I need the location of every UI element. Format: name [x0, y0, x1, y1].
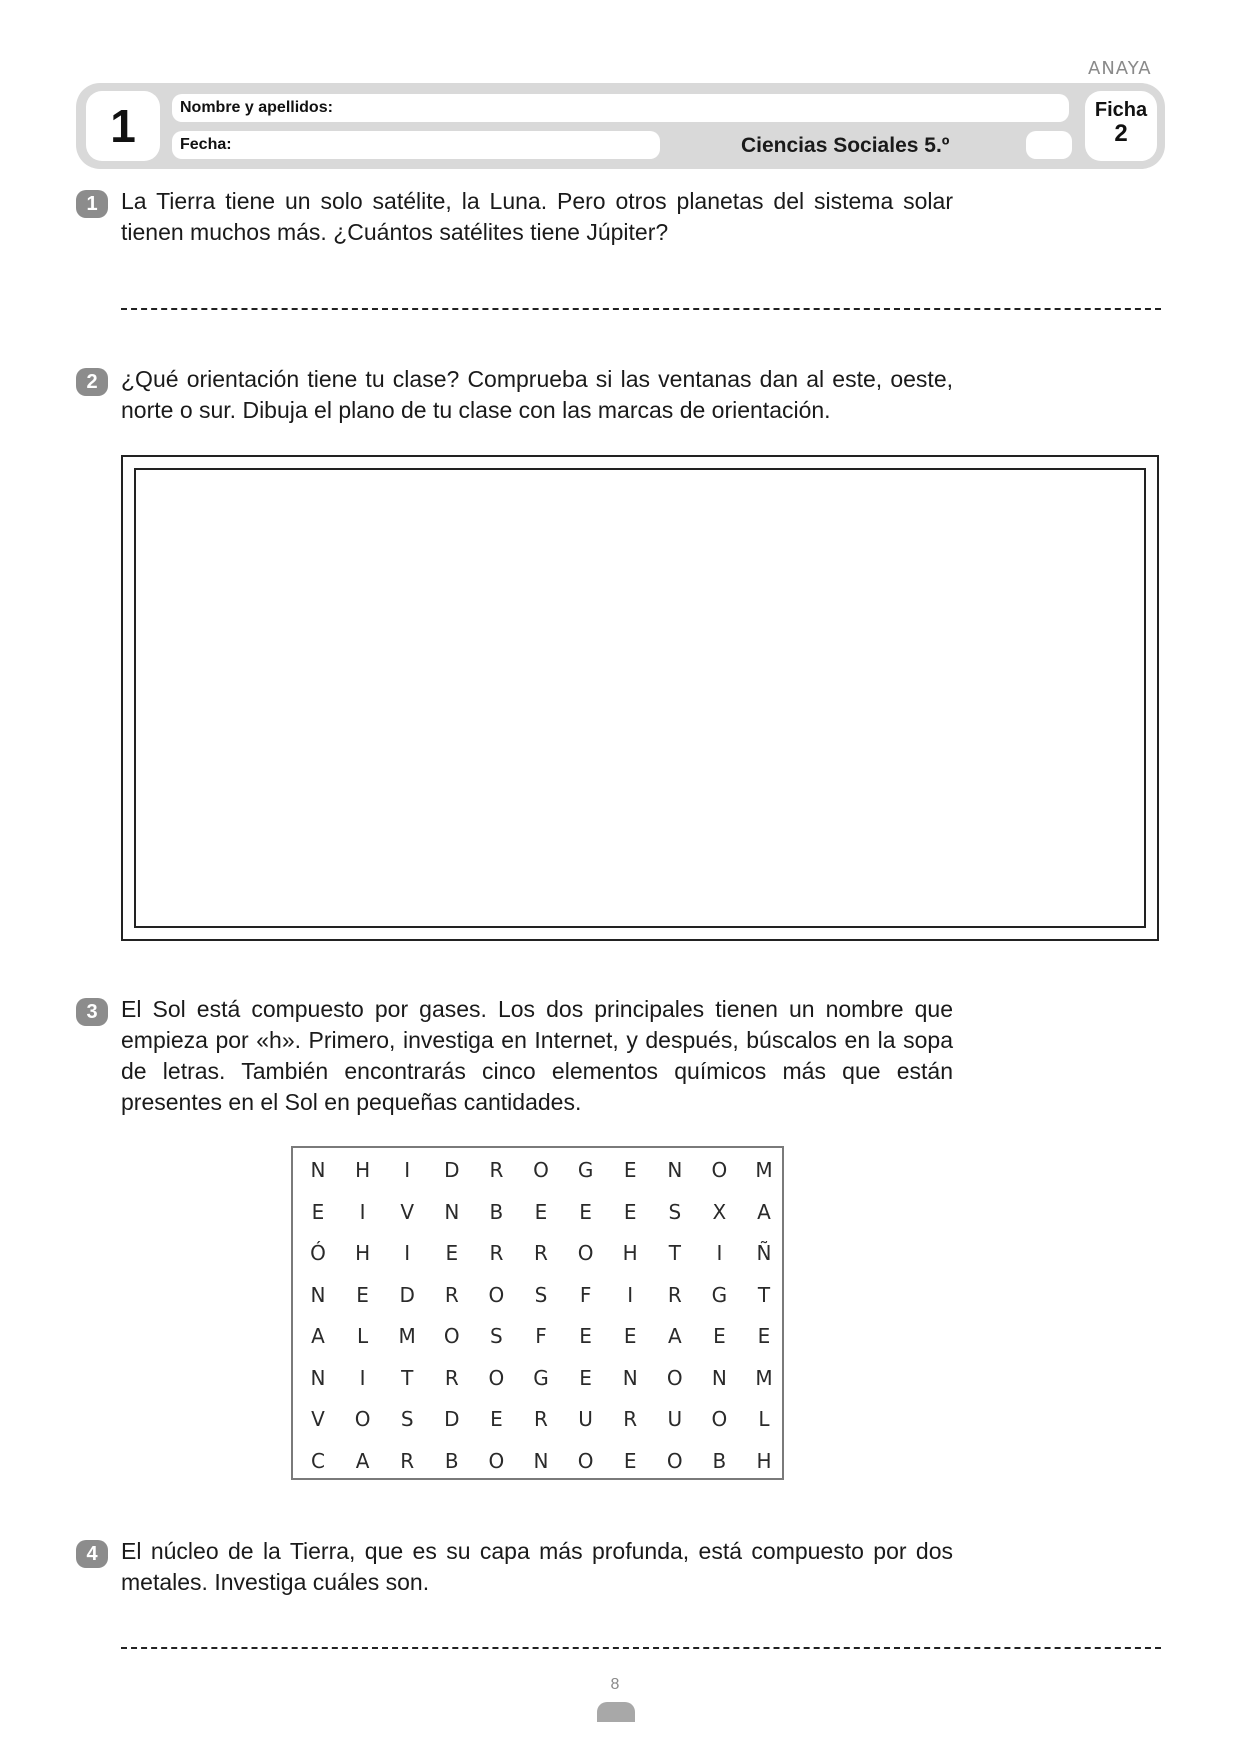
word-search-letter[interactable]: O — [443, 1324, 460, 1348]
ficha-label: Ficha — [1094, 99, 1148, 121]
drawing-box-inner-border — [134, 468, 1146, 928]
word-search-row — [293, 1407, 782, 1447]
word-search-letter[interactable]: F — [535, 1324, 547, 1348]
word-search-letter[interactable]: M — [755, 1158, 773, 1182]
word-search-letter[interactable]: S — [400, 1407, 414, 1431]
word-search-letter[interactable]: B — [712, 1448, 727, 1473]
word-search-letter[interactable]: E — [757, 1324, 771, 1348]
word-search-letter[interactable]: G — [711, 1282, 728, 1307]
word-search-letter[interactable]: M — [755, 1365, 773, 1390]
word-search-letter[interactable]: T — [401, 1365, 414, 1390]
name-label: Nombre y apellidos: — [180, 99, 333, 116]
word-search-row — [293, 1283, 782, 1323]
word-search-letter[interactable]: I — [404, 1158, 411, 1182]
question-2-text: ¿Qué orientación tiene tu clase? Comprueba si las ventanas dan al este, oeste, norte o sur. Dibuja el plano de tu clase con las marcas de orientación. — [121, 366, 953, 423]
word-search-letter[interactable]: E — [713, 1324, 726, 1348]
word-search-letter[interactable]: O — [666, 1448, 683, 1473]
word-search-letter[interactable]: G — [533, 1365, 549, 1390]
word-search-row — [293, 1158, 782, 1198]
word-search-letter[interactable]: C — [311, 1448, 325, 1473]
word-search-letter[interactable]: O — [711, 1407, 728, 1431]
word-search-letter[interactable]: M — [398, 1324, 416, 1348]
word-search-letter[interactable]: N — [310, 1282, 326, 1307]
page-number: 8 — [610, 1676, 620, 1693]
word-search-letter[interactable]: A — [355, 1448, 370, 1473]
word-search-letter[interactable]: R — [667, 1282, 682, 1307]
word-search-letter[interactable]: B — [489, 1199, 504, 1224]
word-search-letter[interactable]: N — [310, 1158, 326, 1182]
word-search-letter[interactable]: E — [579, 1324, 592, 1348]
word-search-letter[interactable]: H — [355, 1241, 371, 1265]
word-search-grid[interactable] — [291, 1146, 784, 1480]
word-search-letter[interactable]: E — [445, 1241, 459, 1265]
word-search-letter[interactable]: O — [577, 1241, 594, 1265]
question-3-text: El Sol está compuesto por gases. Los dos principales tienen un nombre que empieza por «h». Primero, investiga en Internet, y después, búscalos en la sopa de letras. También encontrarás cinco elementos químicos más que están presentes en el Sol en pequeñas cantidades. — [121, 996, 953, 1115]
word-search-letter[interactable]: R — [623, 1407, 638, 1431]
word-search-letter[interactable]: U — [578, 1407, 593, 1431]
word-search-letter[interactable]: D — [444, 1158, 460, 1182]
question-2-badge: 2 — [76, 368, 108, 396]
word-search-letter[interactable]: E — [579, 1365, 592, 1390]
word-search-letter[interactable]: O — [577, 1448, 594, 1473]
word-search-letter[interactable]: F — [579, 1282, 592, 1307]
word-search-letter[interactable]: V — [311, 1407, 325, 1431]
word-search-letter[interactable]: H — [622, 1241, 638, 1265]
word-search-letter[interactable]: E — [490, 1407, 503, 1431]
word-search-letter[interactable]: V — [400, 1199, 415, 1224]
word-search-letter[interactable]: R — [489, 1158, 504, 1182]
word-search-letter[interactable]: N — [622, 1365, 638, 1390]
word-search-letter[interactable]: Ó — [310, 1241, 326, 1265]
unit-number: 1 — [86, 91, 160, 161]
word-search-letter[interactable]: Ñ — [756, 1241, 772, 1265]
word-search-letter[interactable]: R — [489, 1241, 504, 1265]
word-search-letter[interactable]: U — [667, 1407, 683, 1431]
word-search-letter[interactable]: D — [444, 1407, 460, 1431]
word-search-letter[interactable]: N — [711, 1365, 727, 1390]
word-search-letter[interactable]: O — [488, 1282, 505, 1307]
word-search-letter[interactable]: N — [310, 1365, 326, 1390]
publisher-logo: ANAYA — [1088, 58, 1152, 79]
word-search-letter[interactable]: X — [712, 1199, 727, 1224]
name-field[interactable] — [172, 94, 1069, 122]
date-field[interactable] — [172, 131, 660, 159]
ficha-number: 2 — [1114, 120, 1128, 147]
word-search-letter[interactable]: E — [311, 1199, 325, 1224]
extra-field[interactable] — [1026, 131, 1072, 159]
word-search-letter[interactable]: I — [627, 1282, 634, 1307]
word-search-letter[interactable]: A — [667, 1324, 682, 1348]
question-4-badge: 4 — [76, 1540, 108, 1568]
word-search-letter[interactable]: E — [623, 1448, 637, 1473]
word-search-row — [293, 1241, 782, 1281]
word-search-letter[interactable]: T — [757, 1282, 771, 1307]
word-search-letter[interactable]: A — [311, 1324, 325, 1348]
word-search-letter[interactable]: R — [400, 1448, 415, 1473]
word-search-row — [293, 1366, 782, 1406]
word-search-letter[interactable]: I — [716, 1241, 723, 1265]
date-label: Fecha: — [180, 136, 232, 153]
word-search-letter[interactable]: R — [534, 1241, 548, 1265]
word-search-letter[interactable]: E — [579, 1199, 592, 1224]
word-search-letter[interactable]: E — [623, 1158, 637, 1182]
ficha-box — [1085, 91, 1157, 161]
word-search-letter[interactable]: R — [534, 1407, 548, 1431]
word-search-letter[interactable]: D — [399, 1282, 415, 1307]
word-search-letter[interactable]: O — [711, 1158, 728, 1182]
question-3-badge: 3 — [76, 998, 108, 1026]
word-search-letter[interactable]: B — [444, 1448, 459, 1473]
word-search-letter[interactable]: L — [758, 1407, 770, 1431]
word-search-letter[interactable]: H — [355, 1158, 371, 1182]
word-search-letter[interactable]: T — [668, 1241, 681, 1265]
word-search-letter[interactable]: I — [404, 1241, 411, 1265]
word-search-letter[interactable]: N — [533, 1448, 549, 1473]
word-search-letter[interactable]: R — [444, 1282, 459, 1307]
question-4-text: El núcleo de la Tierra, que es su capa más profunda, está compuesto por dos metales. Investiga cuáles son. — [121, 1538, 953, 1595]
word-search-letter[interactable]: E — [356, 1282, 369, 1307]
word-search-letter[interactable]: O — [488, 1365, 505, 1390]
word-search-row — [293, 1324, 782, 1364]
answer-line-1[interactable] — [121, 308, 1161, 310]
question-1-badge: 1 — [76, 190, 108, 218]
word-search-letter[interactable]: O — [354, 1407, 371, 1431]
drawing-box[interactable] — [121, 455, 1159, 941]
word-search-letter[interactable]: O — [488, 1448, 505, 1473]
word-search-row — [293, 1200, 782, 1240]
word-search-letter[interactable]: E — [534, 1199, 548, 1224]
word-search-letter[interactable]: A — [757, 1199, 771, 1224]
worksheet-header — [76, 83, 1165, 169]
word-search-letter[interactable]: I — [359, 1199, 366, 1224]
word-search-letter[interactable]: E — [623, 1199, 637, 1224]
subject-title: Ciencias Sociales 5.º — [741, 134, 950, 157]
word-search-letter[interactable]: I — [359, 1365, 366, 1390]
word-search-letter[interactable]: H — [756, 1448, 772, 1473]
answer-line-4[interactable] — [121, 1647, 1161, 1649]
word-search-letter[interactable]: S — [490, 1324, 503, 1348]
word-search-letter[interactable]: N — [444, 1199, 460, 1224]
word-search-letter[interactable]: E — [623, 1324, 637, 1348]
page-tab — [597, 1702, 635, 1722]
word-search-row — [293, 1449, 782, 1489]
question-1-text: La Tierra tiene un solo satélite, la Luna. Pero otros planetas del sistema solar tienen muchos más. ¿Cuántos satélites tiene Júpiter? — [121, 188, 953, 245]
word-search-letter[interactable]: G — [577, 1158, 594, 1182]
word-search-letter[interactable]: N — [667, 1158, 683, 1182]
word-search-letter[interactable]: O — [666, 1365, 683, 1390]
word-search-letter[interactable]: O — [533, 1158, 549, 1182]
word-search-letter[interactable]: L — [357, 1324, 369, 1348]
word-search-letter[interactable]: S — [534, 1282, 548, 1307]
word-search-letter[interactable]: S — [668, 1199, 682, 1224]
word-search-letter[interactable]: R — [444, 1365, 459, 1390]
